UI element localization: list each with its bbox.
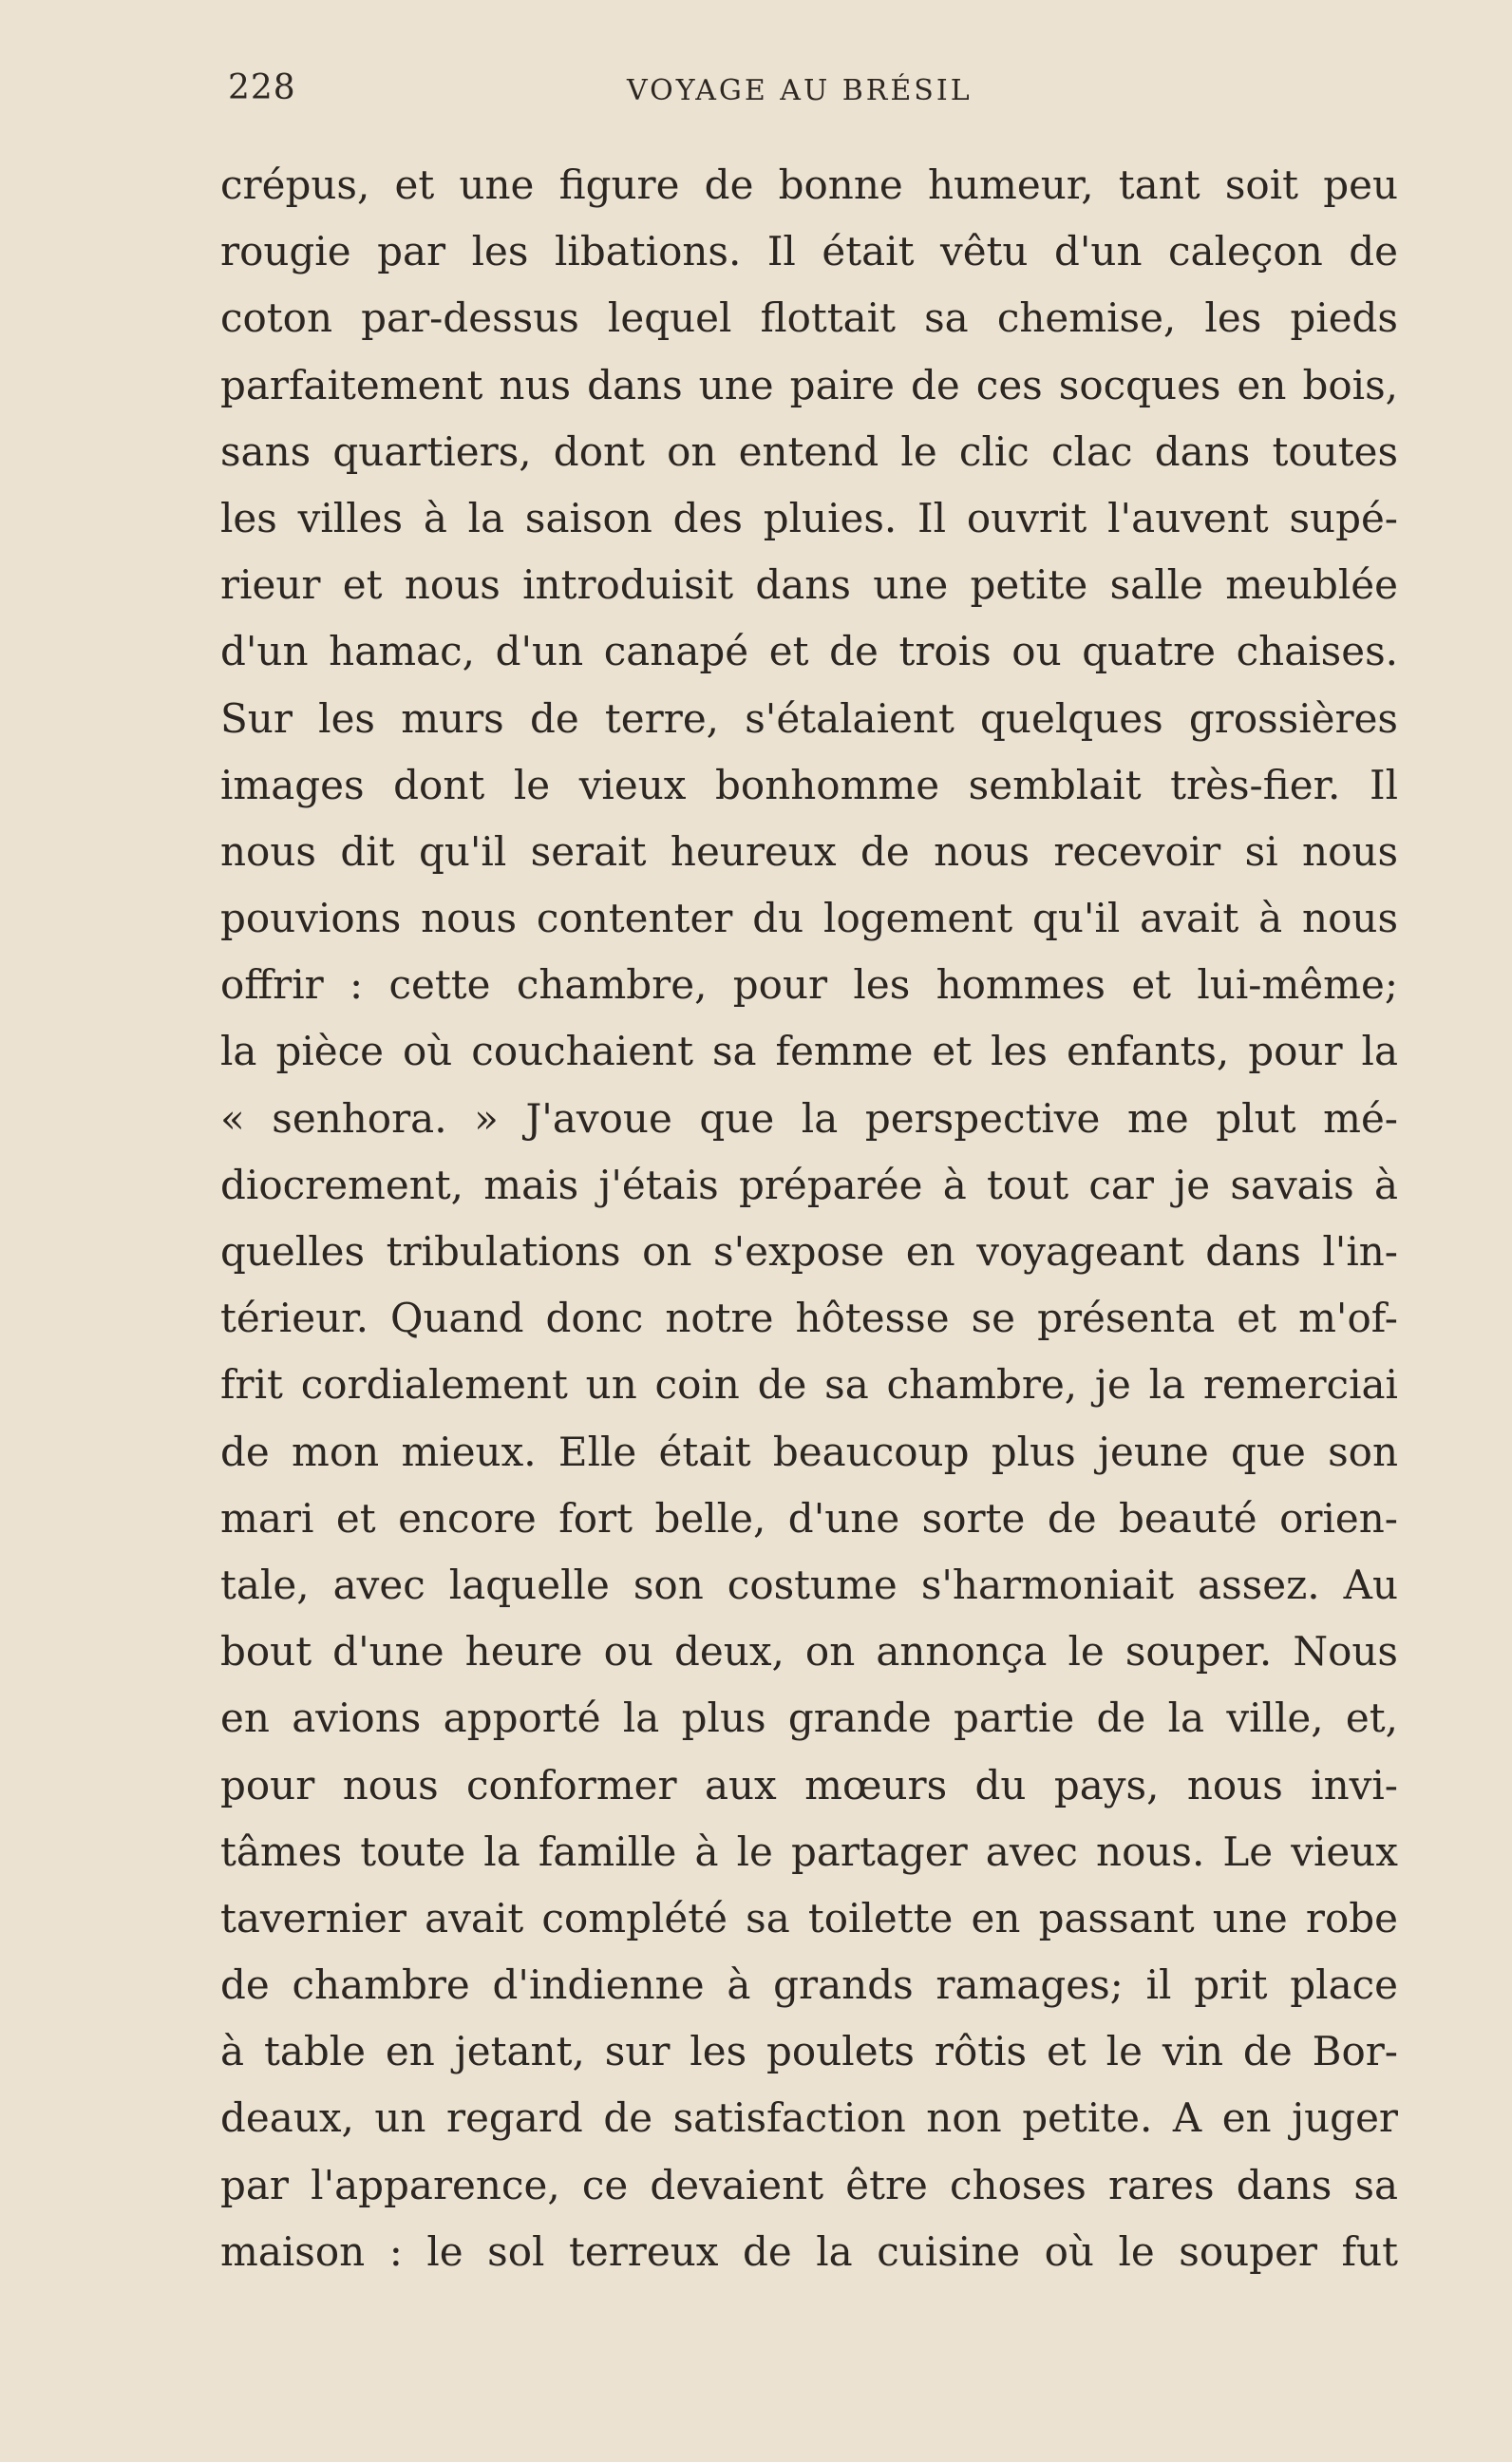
running-title: VOYAGE AU BRÉSIL xyxy=(627,74,973,107)
text-line: pour nous conformer aux mœurs du pays, nous invi- xyxy=(220,1761,1398,1809)
page-number: 228 xyxy=(228,68,296,107)
text-line: rougie par les libations. Il était vêtu d'un caleçon de xyxy=(220,228,1398,275)
text-line: bout d'une heure ou deux, on annonça le souper. Nous xyxy=(220,1628,1398,1676)
text-line: images dont le vieux bonhomme semblait très-fier. Il xyxy=(220,761,1398,808)
text-line: parfaitement nus dans une paire de ces socques en bois, xyxy=(220,361,1398,408)
text-line: coton par-dessus lequel flottait sa chemise, les pieds xyxy=(220,294,1398,342)
text-line: à table en jetant, sur les poulets rôtis et le vin de Bor- xyxy=(220,2028,1398,2075)
text-line: les villes à la saison des pluies. Il ouvrit l'auvent supé- xyxy=(220,494,1398,541)
text-line: rieur et nous introduisit dans une petite salle meublée xyxy=(220,561,1398,609)
text-line: en avions apporté la plus grande partie de la ville, et, xyxy=(220,1695,1398,1742)
text-line: tavernier avait complété sa toilette en passant une robe xyxy=(220,1894,1398,1941)
text-line: sans quartiers, dont on entend le clic clac dans toutes xyxy=(220,427,1398,475)
text-line: tale, avec laquelle son costume s'harmoniait assez. Au xyxy=(220,1561,1398,1608)
page-header xyxy=(228,68,1406,116)
text-line: la pièce où couchaient sa femme et les enfants, pour la xyxy=(220,1028,1398,1075)
text-line: par l'apparence, ce devaient être choses rares dans sa xyxy=(220,2161,1398,2208)
text-line: diocrement, mais j'étais préparée à tout car je savais à xyxy=(220,1161,1398,1208)
text-line: deaux, un regard de satisfaction non petite. A en juger xyxy=(220,2094,1398,2142)
text-line: nous dit qu'il serait heureux de nous recevoir si nous xyxy=(220,827,1398,875)
text-line: de mon mieux. Elle était beaucoup plus jeune que son xyxy=(220,1428,1398,1475)
text-line: de chambre d'indienne à grands ramages; il prit place xyxy=(220,1961,1398,2009)
text-line: pouvions nous contenter du logement qu'il avait à nous xyxy=(220,895,1398,942)
text-line: Sur les murs de terre, s'étalaient quelques grossières xyxy=(220,694,1398,742)
body-text xyxy=(220,152,1398,2285)
text-line: quelles tribulations on s'expose en voyageant dans l'in- xyxy=(220,1228,1398,1275)
text-line: offrir : cette chambre, pour les hommes et lui-même; xyxy=(220,961,1398,1009)
text-line: térieur. Quand donc notre hôtesse se présenta et m'of- xyxy=(220,1295,1398,1342)
text-line: mari et encore fort belle, d'une sorte de beauté orien- xyxy=(220,1494,1398,1542)
text-line: tâmes toute la famille à le partager avec nous. Le vieux xyxy=(220,1828,1398,1875)
text-line: maison : le sol terreux de la cuisine où le souper fut xyxy=(220,2227,1398,2275)
text-line: « senhora. » J'avoue que la perspective me plut mé- xyxy=(220,1094,1398,1142)
text-line: d'un hamac, d'un canapé et de trois ou quatre chaises. xyxy=(220,628,1398,675)
text-line: frit cordialement un coin de sa chambre, je la remerciai xyxy=(220,1361,1398,1409)
text-line: crépus, et une figure de bonne humeur, tant soit peu xyxy=(220,161,1398,208)
